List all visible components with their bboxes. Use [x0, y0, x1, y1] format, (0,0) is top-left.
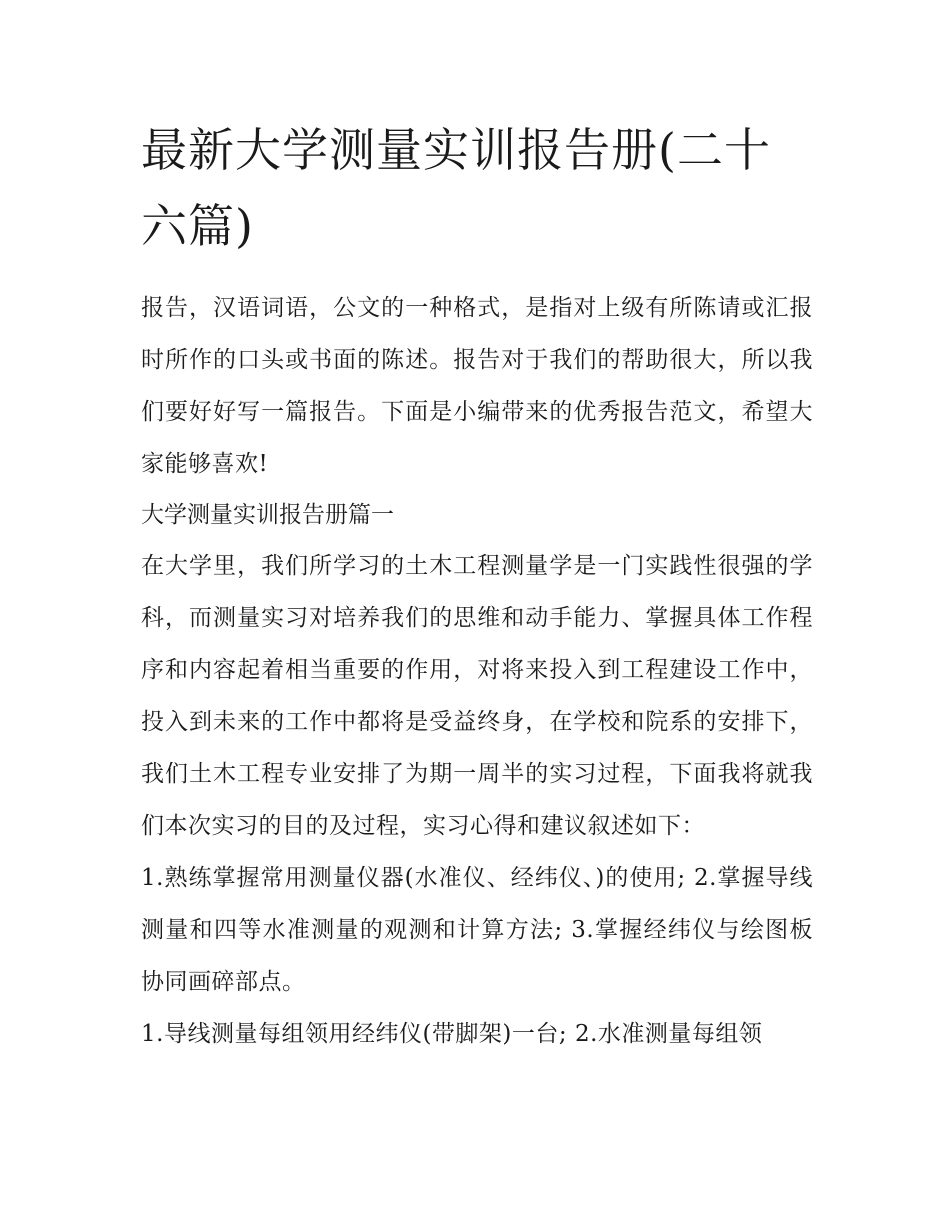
section-heading: 大学测量实训报告册篇一 [141, 502, 394, 528]
body-paragraph-3: 1.导线测量每组领用经纬仪(带脚架)一台; 2.水准测量每组领 [141, 1021, 763, 1047]
document-page [141, 112, 813, 1060]
body-paragraph-1: 在大学里，我们所学习的土木工程测量学是一门实践性很强的学科，而测量实习对培养我们的思维和动手能力、掌握具体工作程序和内容起着相当重要的作用，对将来投入到工程建设工作中，投入到未来的工作中都将是受益终身，在学校和院系的安排下，我们土木工程专业安排了为期一周半的实习过程，下面我将就我们本次实习的目的及过程，实习心得和建议叙述如下： [141, 553, 813, 839]
intro-paragraph: 报告，汉语词语，公文的一种格式，是指对上级有所陈请或汇报时所作的口头或书面的陈述。报告对于我们的帮助很大，所以我们要好好写一篇报告。下面是小编带来的优秀报告范文，希望大家能够喜欢! [141, 295, 813, 477]
body-paragraph-2: 1.熟练掌握常用测量仪器(水准仪、经纬仪、)的使用; 2.掌握导线测量和四等水准测量的观测和计算方法; 3.掌握经纬仪与绘图板协同画碎部点。 [141, 865, 813, 995]
document-title: 最新大学测量实训报告册(二十六篇) [141, 123, 771, 253]
